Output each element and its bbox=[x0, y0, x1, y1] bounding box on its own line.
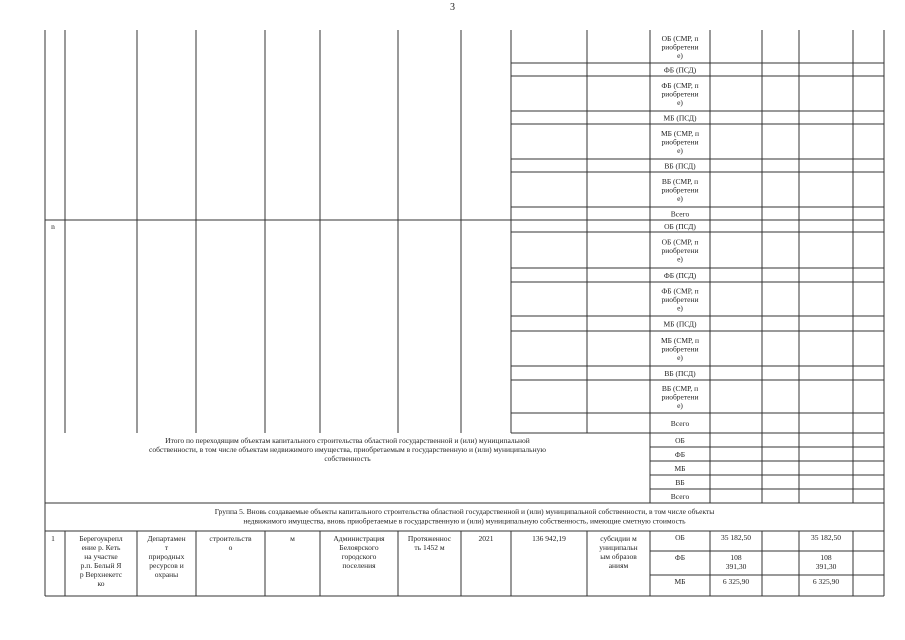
source-label: МБ bbox=[674, 464, 686, 473]
source-label: е) bbox=[677, 145, 683, 155]
object-type: строительств bbox=[209, 534, 252, 543]
object-form: ым образов bbox=[600, 552, 637, 561]
source-label: Всего bbox=[670, 209, 690, 219]
source-label: ФБ (ПСД) bbox=[663, 65, 697, 75]
source-label: е) bbox=[677, 303, 683, 313]
total-row-text: собственности, в том числе объектам недвижимого имущества, приобретаемым в государственную и (или) муниципальную bbox=[149, 445, 546, 454]
source-value: 6 325,90 bbox=[812, 577, 840, 586]
object-form: униципальн bbox=[599, 543, 638, 552]
object-form: аниям bbox=[608, 561, 629, 570]
object-name: р.п. Белый Я bbox=[80, 561, 122, 570]
source-label: МБ (СМР, п bbox=[660, 335, 700, 345]
source-label: ВБ (ПСД) bbox=[664, 368, 696, 378]
row-number: n bbox=[51, 222, 55, 231]
object-department: охраны bbox=[154, 570, 179, 579]
source-label: МБ (ПСД) bbox=[663, 319, 697, 329]
source-value: 6 325,90 bbox=[722, 577, 750, 586]
object-capacity: Протяженнос bbox=[407, 534, 452, 543]
total-row-text: собственность bbox=[324, 454, 371, 463]
group-title: Группа 5. Вновь создаваемые объекты капитального строительства областной государственной и (или) муниципальной собственности, в том числе объекты bbox=[214, 507, 715, 516]
object-cost: 136 942,19 bbox=[532, 534, 566, 543]
object-name: Берегоукрепл bbox=[79, 534, 123, 543]
object-customer: Белоярского bbox=[339, 543, 379, 552]
source-label: МБ (ПСД) bbox=[663, 113, 697, 123]
source-label: е) bbox=[677, 400, 683, 410]
source-label: риобретени bbox=[661, 185, 699, 195]
source-label: ОБ (ПСД) bbox=[664, 221, 696, 231]
source-label: ВБ (ПСД) bbox=[664, 161, 696, 171]
object-department: Департамен bbox=[147, 534, 186, 543]
source-label: е) bbox=[677, 352, 683, 362]
source-label: ФБ (СМР, п bbox=[661, 286, 699, 296]
source-label: МБ (СМР, п bbox=[660, 128, 700, 138]
object-unit: м bbox=[290, 534, 295, 543]
source-label: ОБ (СМР, п bbox=[661, 33, 699, 43]
source-label: риобретени bbox=[661, 392, 699, 402]
total-row-text: Итого по переходящим объектам капитального строительства областной государственной и (или) муниципальной bbox=[165, 436, 530, 445]
source-label: МБ bbox=[674, 577, 686, 586]
source-label: ВБ (СМР, п bbox=[661, 383, 699, 393]
source-label: е) bbox=[677, 50, 683, 60]
object-department: природных bbox=[148, 552, 185, 561]
group-title: недвижимого имущества, вновь приобретаемые в государственную и (или) муниципальную собственность, имеющие сметную стоимость bbox=[243, 516, 686, 526]
source-label: ФБ bbox=[674, 450, 686, 459]
source-label: ОБ (СМР, п bbox=[661, 237, 699, 247]
object-name: на участке bbox=[84, 552, 118, 561]
object-name: р Верхнекетс bbox=[79, 570, 123, 579]
source-value: 35 182,50 bbox=[721, 533, 751, 542]
source-value: 35 182,50 bbox=[811, 533, 841, 542]
object-customer: поселения bbox=[342, 561, 376, 570]
source-value: 108 bbox=[820, 553, 832, 562]
object-department: ресурсов и bbox=[149, 561, 184, 570]
source-label: ВБ bbox=[675, 478, 685, 487]
source-label: ФБ bbox=[674, 553, 686, 562]
source-label: ОБ bbox=[675, 436, 685, 445]
source-value: 391,30 bbox=[815, 562, 837, 571]
source-label: е) bbox=[677, 193, 683, 203]
source-label: риобретени bbox=[661, 42, 699, 52]
source-label: ФБ (СМР, п bbox=[661, 80, 699, 90]
object-capacity: ть 1452 м bbox=[414, 543, 445, 552]
object-customer: Администрация bbox=[333, 534, 385, 543]
object-type: о bbox=[228, 543, 233, 552]
object-year: 2021 bbox=[478, 534, 494, 543]
source-label: Всего bbox=[670, 492, 690, 501]
source-label: Всего bbox=[670, 418, 690, 428]
source-label: риобретени bbox=[661, 89, 699, 99]
source-value: 108 bbox=[730, 553, 742, 562]
source-label: е) bbox=[677, 254, 683, 264]
object-form: субсидии м bbox=[600, 534, 637, 543]
object-customer: городского bbox=[341, 552, 377, 561]
object-name: ение р. Кеть bbox=[81, 543, 121, 552]
source-label: ФБ (ПСД) bbox=[663, 270, 697, 280]
source-label: риобретени bbox=[661, 294, 699, 304]
object-number: 1 bbox=[51, 534, 55, 543]
source-label: ОБ bbox=[675, 533, 685, 542]
source-label: ВБ (СМР, п bbox=[661, 176, 699, 186]
source-label: риобретени bbox=[661, 137, 699, 147]
object-name: ко bbox=[97, 579, 105, 588]
source-label: риобретени bbox=[661, 245, 699, 255]
page-number: 3 bbox=[450, 2, 455, 13]
object-department: т bbox=[164, 543, 169, 552]
source-label: е) bbox=[677, 97, 683, 107]
source-value: 391,30 bbox=[725, 562, 747, 571]
source-label: риобретени bbox=[661, 344, 699, 354]
